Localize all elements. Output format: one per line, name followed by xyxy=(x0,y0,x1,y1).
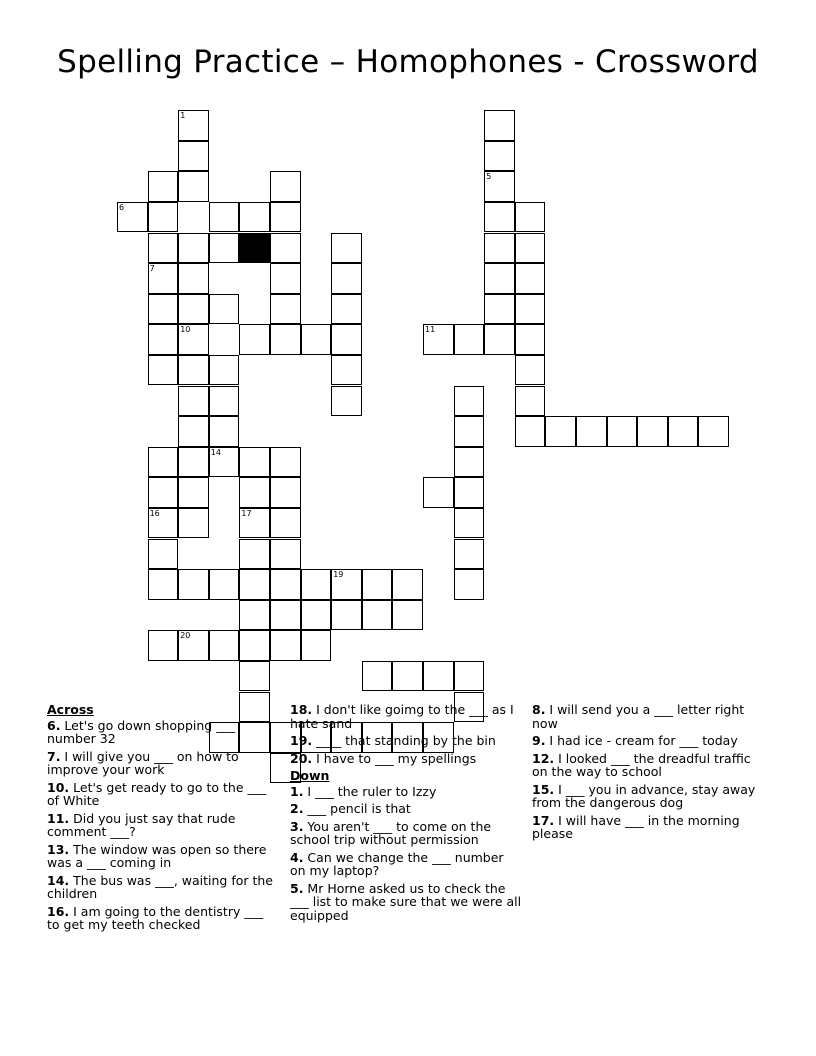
clue-number: 5 xyxy=(486,172,492,182)
clue-item-number: 11. xyxy=(47,810,70,826)
clue-item xyxy=(47,812,279,839)
crossword-cell[interactable] xyxy=(331,355,362,386)
crossword-cell[interactable] xyxy=(331,324,362,355)
clue-number: 11 xyxy=(425,325,436,335)
clue-item-text: I don't like goimg to the ___ as I hate sand xyxy=(290,702,514,731)
clue-item xyxy=(47,750,279,777)
crossword-cell[interactable] xyxy=(515,294,546,325)
crossword-cell[interactable] xyxy=(178,141,209,172)
crossword-cell[interactable] xyxy=(178,110,209,141)
crossword-cell[interactable] xyxy=(209,233,240,264)
crossword-cell[interactable] xyxy=(178,171,209,202)
clue-item-number: 16. xyxy=(47,903,70,919)
crossword-cell[interactable] xyxy=(331,263,362,294)
crossword-cell[interactable] xyxy=(454,508,485,539)
crossword-cell[interactable] xyxy=(178,569,209,600)
crossword-cell[interactable] xyxy=(148,355,179,386)
clue-item xyxy=(47,905,279,932)
crossword-cell[interactable] xyxy=(515,355,546,386)
clue-item-text: Let's go down shopping ___ number 32 xyxy=(47,717,235,746)
crossword-cell[interactable] xyxy=(423,324,454,355)
crossword-cell[interactable] xyxy=(209,416,240,447)
crossword-cell[interactable] xyxy=(178,355,209,386)
clue-item-text: Did you just say that rude comment ___? xyxy=(47,810,236,839)
crossword-cell[interactable] xyxy=(239,508,270,539)
clue-number: 14 xyxy=(210,447,221,457)
clue-item-number: 19. xyxy=(290,733,313,748)
crossword-cell[interactable] xyxy=(301,324,332,355)
clue-item-number: 6. xyxy=(47,717,61,733)
clue-item xyxy=(290,882,522,923)
clue-item xyxy=(47,719,279,746)
crossword-cell[interactable] xyxy=(239,569,270,600)
clue-item-number: 18. xyxy=(290,702,313,717)
crossword-cell[interactable] xyxy=(484,141,515,172)
crossword-cell[interactable] xyxy=(239,661,270,692)
clue-item-number: 9. xyxy=(532,733,546,748)
clue-item-text: ____ that standing by the bin xyxy=(312,733,496,748)
page-title: Spelling Practice – Homophones - Crossword xyxy=(57,44,759,80)
clue-item-text: I had ice - cream for ___ today xyxy=(545,733,738,748)
clue-item-number: 13. xyxy=(47,841,70,857)
crossword-cell[interactable] xyxy=(148,263,179,294)
across-column-1 xyxy=(47,703,279,936)
crossword-cell[interactable] xyxy=(178,324,209,355)
crossword-cell[interactable] xyxy=(270,600,301,631)
clue-item xyxy=(290,851,522,878)
crossword-cell[interactable] xyxy=(515,416,546,447)
clue-item xyxy=(47,874,279,901)
clue-number: 1 xyxy=(180,111,186,121)
crossword-cell[interactable] xyxy=(423,477,454,508)
crossword-cell[interactable] xyxy=(331,294,362,325)
crossword-cell[interactable] xyxy=(515,324,546,355)
clue-item-text: Mr Horne asked us to check the ___ list to make sure that we were all equipped xyxy=(290,880,522,923)
clue-item xyxy=(532,703,764,730)
crossword-cell[interactable] xyxy=(331,569,362,600)
clue-item-text: I will send you a ___ letter right now xyxy=(532,702,745,731)
crossword-cell[interactable] xyxy=(270,294,301,325)
crossword-cell[interactable] xyxy=(331,233,362,264)
crossword-cell[interactable] xyxy=(362,661,393,692)
crossword-cell[interactable] xyxy=(148,539,179,570)
crossword-cell[interactable] xyxy=(698,416,729,447)
crossword-cell[interactable] xyxy=(515,263,546,294)
crossword-cell[interactable] xyxy=(178,233,209,264)
crossword-cell[interactable] xyxy=(178,294,209,325)
crossword-cell[interactable] xyxy=(239,324,270,355)
crossword-cell[interactable] xyxy=(484,171,515,202)
crossword-cell[interactable] xyxy=(270,508,301,539)
crossword-cell[interactable] xyxy=(178,263,209,294)
crossword-cell[interactable] xyxy=(454,539,485,570)
crossword-cell[interactable] xyxy=(270,202,301,233)
crossword-cell[interactable] xyxy=(209,355,240,386)
crossword-cell[interactable] xyxy=(668,416,699,447)
clue-item-text: I ___ you in advance, stay away from the dangerous dog xyxy=(532,781,756,810)
clue-item-number: 17. xyxy=(532,812,555,828)
clue-item-text: You aren't ___ to come on the school trip without permission xyxy=(290,818,492,847)
crossword-cell[interactable] xyxy=(148,324,179,355)
clue-number: 17 xyxy=(241,508,252,518)
crossword-cell[interactable] xyxy=(270,233,301,264)
crossword-cell[interactable] xyxy=(362,600,393,631)
crossword-cell[interactable] xyxy=(239,447,270,478)
crossword-cell[interactable] xyxy=(454,386,485,417)
black-square xyxy=(239,233,270,264)
clue-item xyxy=(290,785,522,799)
crossword-cell[interactable] xyxy=(454,447,485,478)
clue-item-text: Let's get ready to go to the ___ of White xyxy=(47,779,267,808)
crossword-cell[interactable] xyxy=(270,477,301,508)
crossword-cell[interactable] xyxy=(331,600,362,631)
clue-item-text: The window was open so there was a ___ coming in xyxy=(47,841,267,870)
clue-item-text: The bus was ___, waiting for the children xyxy=(47,872,273,901)
crossword-cell[interactable] xyxy=(270,630,301,661)
crossword-cell[interactable] xyxy=(607,416,638,447)
crossword-cell[interactable] xyxy=(637,416,668,447)
crossword-cell[interactable] xyxy=(484,324,515,355)
crossword-cell[interactable] xyxy=(209,202,240,233)
clue-item-number: 20. xyxy=(290,750,313,766)
crossword-cell[interactable] xyxy=(576,416,607,447)
crossword-cell[interactable] xyxy=(148,202,179,233)
clue-item xyxy=(47,781,279,808)
crossword-cell[interactable] xyxy=(515,386,546,417)
crossword-cell[interactable] xyxy=(515,202,546,233)
clue-column-2 xyxy=(290,703,522,926)
clue-number: 19 xyxy=(333,570,344,580)
crossword-cell[interactable] xyxy=(178,477,209,508)
clue-item xyxy=(290,820,522,847)
crossword-cell[interactable] xyxy=(392,600,423,631)
crossword-cell[interactable] xyxy=(484,263,515,294)
crossword-cell[interactable] xyxy=(454,416,485,447)
crossword-cell[interactable] xyxy=(484,294,515,325)
crossword-cell[interactable] xyxy=(362,569,393,600)
crossword-cell[interactable] xyxy=(392,661,423,692)
clue-item-number: 4. xyxy=(290,849,304,865)
crossword-cell[interactable] xyxy=(484,110,515,141)
crossword-cell[interactable] xyxy=(178,447,209,478)
clue-item xyxy=(290,734,522,748)
crossword-cell[interactable] xyxy=(239,630,270,661)
crossword-cell[interactable] xyxy=(270,539,301,570)
crossword-cell[interactable] xyxy=(301,569,332,600)
clue-item xyxy=(290,752,522,766)
clue-item xyxy=(47,843,279,870)
clue-item-number: 15. xyxy=(532,781,555,797)
clue-number: 6 xyxy=(119,202,125,212)
clue-item-text: ___ pencil is that xyxy=(303,801,411,816)
clue-item-text: I have to ___ my spellings xyxy=(312,750,477,766)
crossword-cell[interactable] xyxy=(454,324,485,355)
crossword-cell[interactable] xyxy=(209,569,240,600)
down-heading: Down xyxy=(290,768,330,783)
crossword-cell[interactable] xyxy=(209,294,240,325)
clue-number: 7 xyxy=(149,264,155,274)
crossword-cell[interactable] xyxy=(148,569,179,600)
clue-item xyxy=(532,814,764,841)
crossword-cell[interactable] xyxy=(392,569,423,600)
crossword-cell[interactable] xyxy=(178,630,209,661)
crossword-cell[interactable] xyxy=(209,447,240,478)
clue-item xyxy=(532,734,764,748)
crossword-cell[interactable] xyxy=(545,416,576,447)
crossword-cell[interactable] xyxy=(454,661,485,692)
clue-number: 10 xyxy=(180,325,191,335)
clue-item-text: I will give you ___ on how to improve your work xyxy=(47,748,239,777)
crossword-cell[interactable] xyxy=(209,386,240,417)
crossword-cell[interactable] xyxy=(454,477,485,508)
crossword-cell[interactable] xyxy=(270,447,301,478)
crossword-cell[interactable] xyxy=(148,294,179,325)
crossword-cell[interactable] xyxy=(148,508,179,539)
clue-number: 16 xyxy=(149,508,160,518)
clue-item-text: I looked ___ the dreadful traffic on the way to school xyxy=(532,750,751,779)
crossword-cell[interactable] xyxy=(178,386,209,417)
crossword-cell[interactable] xyxy=(270,324,301,355)
crossword-cell[interactable] xyxy=(148,171,179,202)
crossword-cell[interactable] xyxy=(148,233,179,264)
crossword-cell[interactable] xyxy=(239,600,270,631)
crossword-cell[interactable] xyxy=(515,233,546,264)
down-column-3 xyxy=(532,703,764,845)
crossword-cell[interactable] xyxy=(484,233,515,264)
crossword-cell[interactable] xyxy=(239,539,270,570)
crossword-cell[interactable] xyxy=(301,600,332,631)
clue-item-number: 10. xyxy=(47,779,70,795)
clue-item-number: 3. xyxy=(290,818,304,834)
crossword-cell[interactable] xyxy=(209,630,240,661)
crossword-cell[interactable] xyxy=(270,171,301,202)
crossword-cell[interactable] xyxy=(239,202,270,233)
clue-item-number: 5. xyxy=(290,880,304,896)
clue-item xyxy=(290,703,522,730)
clue-number: 20 xyxy=(180,631,191,641)
clue-item-number: 7. xyxy=(47,748,61,764)
clue-item xyxy=(290,802,522,816)
crossword-cell[interactable] xyxy=(270,569,301,600)
crossword-cell[interactable] xyxy=(454,569,485,600)
clue-item-text: Can we change the ___ number on my laptop? xyxy=(290,849,504,878)
crossword-cell[interactable] xyxy=(239,477,270,508)
crossword-cell[interactable] xyxy=(301,630,332,661)
crossword-cell[interactable] xyxy=(270,263,301,294)
crossword-cell[interactable] xyxy=(117,202,148,233)
clue-item-text: I will have ___ in the morning please xyxy=(532,812,740,841)
crossword-cell[interactable] xyxy=(178,508,209,539)
clue-item-number: 1. xyxy=(290,783,304,799)
clue-item-number: 2. xyxy=(290,801,304,816)
crossword-cell[interactable] xyxy=(178,416,209,447)
clue-item-number: 12. xyxy=(532,750,555,766)
clue-item xyxy=(532,752,764,779)
clue-item-text: I am going to the dentistry ___ to get my teeth checked xyxy=(47,903,264,932)
crossword-cell[interactable] xyxy=(423,661,454,692)
clue-item xyxy=(532,783,764,810)
clue-item-number: 14. xyxy=(47,872,70,888)
clue-item-text: I ___ the ruler to Izzy xyxy=(303,783,437,799)
across-heading: Across xyxy=(47,702,94,717)
crossword-cell[interactable] xyxy=(484,202,515,233)
crossword-cell[interactable] xyxy=(331,386,362,417)
crossword-cell[interactable] xyxy=(148,630,179,661)
crossword-cell[interactable] xyxy=(148,447,179,478)
clue-item-number: 8. xyxy=(532,702,546,717)
crossword-cell[interactable] xyxy=(148,477,179,508)
